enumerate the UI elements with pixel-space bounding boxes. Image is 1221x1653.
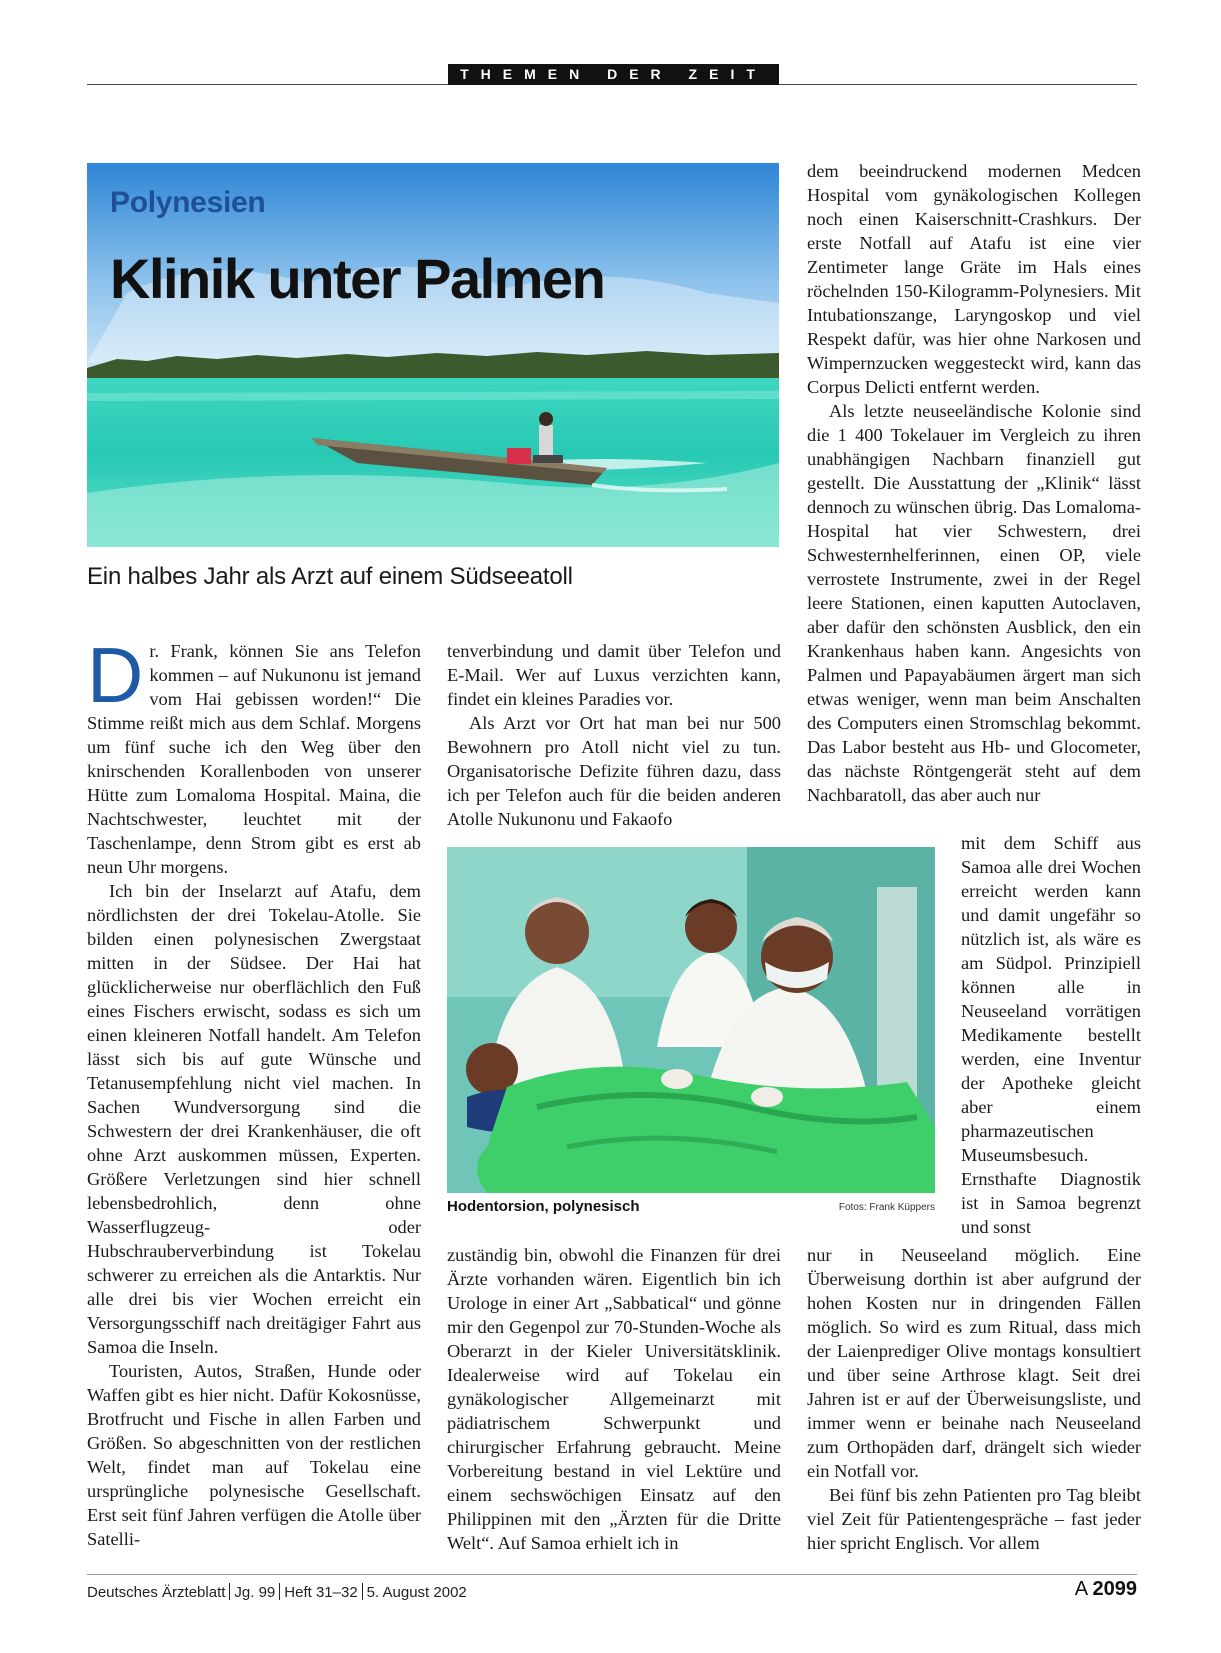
separator <box>229 1583 230 1600</box>
article-column-2-top <box>447 639 781 831</box>
drop-cap: D <box>87 639 144 719</box>
nurses-patient-photo <box>447 847 935 1193</box>
date: 5. August 2002 <box>366 1584 467 1601</box>
article-title: Klinik unter Palmen <box>110 247 605 310</box>
paragraph: r. Frank, können Sie ans Telefon kommen – auf Nukunonu ist jemand vom Hai gebissen worden!“ Die Stimme reißt mich aus dem Schlaf. Morgens um fünf suche ich den Weg über den knirschenden Korallenboden von unserer Hütte zum Lomaloma Hospital. Maina, die Nachtschwester, leuchtet mit der Taschenlampe, denn Strom gibt es erst ab neun Uhr morgens. <box>87 641 421 877</box>
paragraph: Als Arzt vor Ort hat man bei nur 500 Bewohnern pro Atoll nicht viel zu tun. Organisatorische Defizite führen dazu, dass ich per Telefon auch für die beiden anderen Atolle Nukunonu und Fakaofo <box>447 713 781 829</box>
article-column-3-bottom <box>807 1243 1141 1561</box>
paragraph: Bei fünf bis zehn Patienten pro Tag bleibt viel Zeit für Patientengespräche – fast jeder hier spricht Englisch. Vor allem <box>807 1485 1141 1553</box>
photo-credit: Fotos: Frank Küppers <box>838 1202 935 1213</box>
paragraph: zuständig bin, obwohl die Finanzen für drei Ärzte vorhanden wären. Eigentlich bin ich Urologe in einer Art „Sabbatical“ und gönne mir den Gegenpol zur 70-Stunden-Woche als Oberarzt in der Kieler Universitätsklinik. Idealerweise wird auf Tokelau ein gynäkologischer Allgemeinarzt mit pädiatrischem Schwerpunkt und chirurgischer Erfahrung gebraucht. Meine Vorbereitung bestand in viel Lektüre und einem sechswöchigen Einsatz auf den Philippinen mit den „Ärzten für die Dritte Welt“. Auf Samoa erhielt ich in <box>447 1245 781 1553</box>
journal-name: Deutsches Ärzteblatt <box>87 1584 226 1601</box>
article-column-2-bottom <box>447 1243 781 1561</box>
section-label: THEMEN DER ZEIT <box>448 64 779 85</box>
paragraph: Ich bin der Inselarzt auf Atafu, dem nördlichsten der drei Tokelau-Atolle. Sie bilden einen polynesischen Zwergstaat mitten in der Südsee. Der Hai hat glücklicherweise nur oberflächlich den Fuß eines Fischers erwischt, sodass es sich um einen kleineren Notfall handelt. Am Telefon lässt sich bis auf gute Wünsche und Tetanusempfehlung nicht viel machen. In Sachen Wundversorgung sind die Schwestern der drei Krankenhäuser, die oft ohne Arzt auskommen müssen, Experten. Größere Verletzungen sind hier schnell lebensbedrohlich, denn ohne Wasserflugzeug- oder Hubschrauberverbindung ist Tokelau schwerer zu erreichen als die Antarktis. Nur alle drei bis vier Wochen erreicht ein Versorgungsschiff nach dreitägiger Fahrt aus Samoa die Inseln. <box>87 881 421 1357</box>
lagoon-boat-photo <box>87 163 779 547</box>
footer-citation <box>87 1583 467 1601</box>
separator <box>362 1583 363 1600</box>
issue: Heft 31–32 <box>284 1584 358 1601</box>
page-prefix: A <box>1074 1578 1087 1600</box>
paragraph: Als letzte neuseeländische Kolonie sind die 1 400 Tokelauer im Vergleich zu ihren unabhängigen Nachbarn finanziell gut gestellt. Die Ausstattung der „Klinik“ lässt dennoch zu wünschen übrig. Das Lomaloma-Hospital hat vier Schwestern, drei Schwesternhelferinnen, einen OP, viele verrostete Instrumente, zwei in der Regel leere Stationen, einen kaputten Autoclaven, aber dafür den schönsten Ausblick, den ein Krankenhaus haben kann. Angesichts von Palmen und Papayabäumen ärgert man sich etwas weniger, wenn man beim Anschalten des Computers einen Stromschlag bekommt. Das Labor besteht aus Hb- und Glocometer, das nächste Röntgengerät steht auf dem Nachbaratoll, das aber auch nur <box>807 401 1141 805</box>
footer-rule <box>87 1574 1137 1575</box>
article-subtitle: Ein halbes Jahr als Arzt auf einem Südseeatoll <box>87 563 573 590</box>
photo-caption: Hodentorsion, polynesisch <box>447 1198 640 1215</box>
volume: Jg. 99 <box>234 1584 276 1601</box>
article-column-1 <box>87 639 421 1561</box>
paragraph: nur in Neuseeland möglich. Eine Überweisung dorthin ist aber aufgrund der hohen Kosten nur in dringenden Fällen möglich. So wird es zum Ritual, dass mich der Laienprediger Olive montags konsultiert und über seine Arthrose klagt. Seit drei Jahren ist er auf der Überweisungsliste, und immer wenn er beinahe nach Neuseeland zum Orthopäden darf, drängelt sich wieder ein Notfall vor. <box>807 1245 1141 1481</box>
article-column-3-wrap <box>961 831 1141 1239</box>
paragraph: dem beeindruckend modernen Medcen Hospital vom gynäkologischen Kollegen noch einen Kaiserschnitt-Crashkurs. Der erste Notfall auf Atafu ist eine vier Zentimeter lange Gräte im Hals eines röchelnden 150-Kilogramm-Polynesiers. Mit Intubationszange, Laryngoskop und viel Respekt dafür, was hier ohne Narkosen und Wimpernzucken weggesteckt wird, kann das Corpus Delicti entfernt werden. <box>807 161 1141 397</box>
paragraph: mit dem Schiff aus Samoa alle drei Wochen erreicht werden kann und damit ungefähr so nützlich ist, als wäre es am Südpol. Prinzipiell können alle in Neuseeland vorrätigen Medikamente bestellt werden, eine Inventur der Apotheke gleicht aber einem pharmazeutischen Museumsbesuch. Ernsthafte Diagnostik ist in Samoa begrenzt und sonst <box>961 833 1141 1237</box>
paragraph: tenverbindung und damit über Telefon und E-Mail. Wer auf Luxus verzichten kann, findet ein kleines Paradies vor. <box>447 641 781 709</box>
paragraph: Touristen, Autos, Straßen, Hunde oder Waffen gibt es hier nicht. Dafür Kokosnüsse, Brotfrucht und Fische in allen Farben und Größen. So abgeschnitten von der restlichen Welt, findet man auf Tokelau eine ursprüngliche polynesische Gesellschaft. Erst seit fünf Jahren verfügen die Atolle über Satelli- <box>87 1361 421 1549</box>
article-photo <box>447 847 935 1193</box>
hero-kicker: Polynesien <box>110 186 266 219</box>
article-column-3-top <box>807 159 1141 831</box>
hero-photo <box>87 163 779 547</box>
separator <box>279 1583 280 1600</box>
page-number <box>1030 1578 1137 1601</box>
page-number-value: 2099 <box>1092 1578 1137 1600</box>
